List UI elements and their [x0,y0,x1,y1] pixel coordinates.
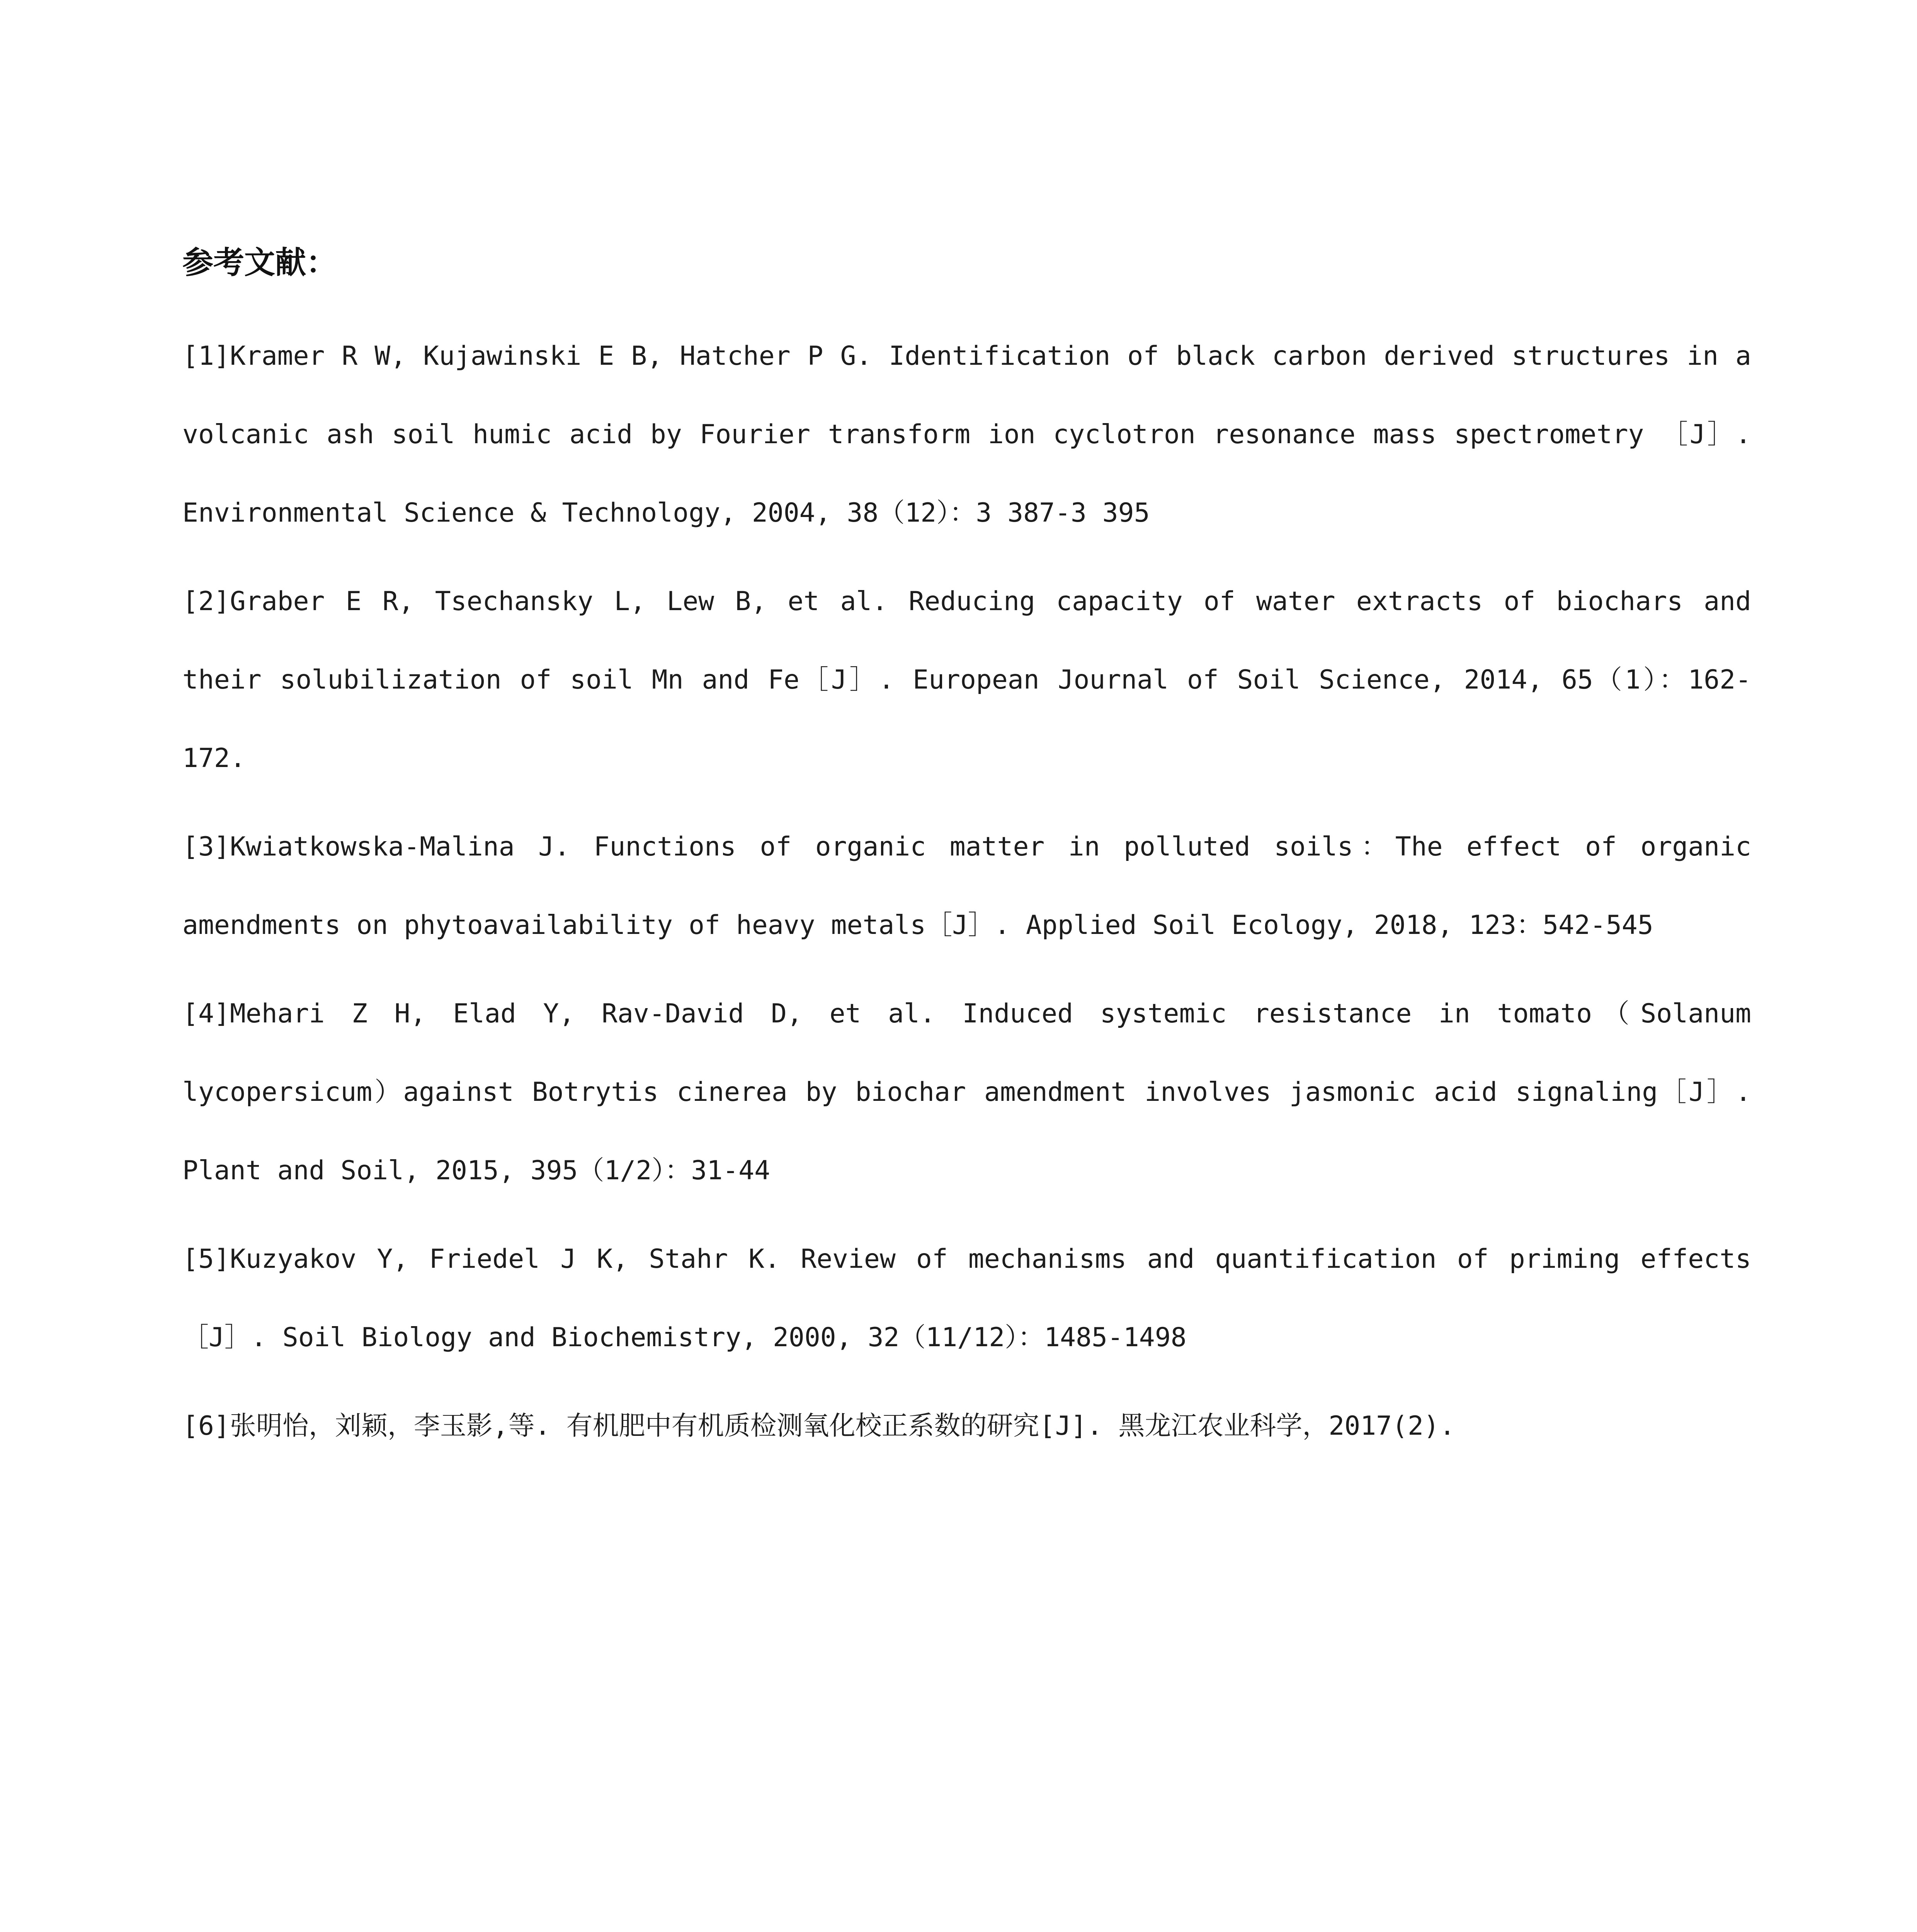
reference-item-1 [182,317,1751,552]
reference-text: 张明怡，刘颖，李玉影,等. 有机肥中有机质检测氧化校正系数的研究[J]. 黑龙江农业科学，2017(2). [230,1411,1455,1441]
reference-number: [2] [182,586,230,617]
reference-item-4 [182,975,1751,1210]
references-heading: 参考文献： [182,245,337,281]
reference-list [182,317,1751,1465]
reference-item-3 [182,808,1751,964]
reference-text: Mehari Z H, Elad Y, Rav-David D, et al. Induced systemic resistance in tomato（Solanum lycopersicum）against Botrytis cinerea by biochar amendment involves jasmonic acid signaling［J］. Plant and Soil, 2015, 395（1/2）：31-44 [182,998,1751,1186]
reference-number: [6] [182,1411,230,1441]
reference-number: [1] [182,341,230,371]
reference-number: [3] [182,832,230,862]
reference-number: [4] [182,998,230,1029]
reference-item-6 [182,1387,1751,1465]
reference-text: Kwiatkowska-Malina J. Functions of organic matter in polluted soils：The effect of organic amendments on phytoavailability of heavy metals［J］. Applied Soil Ecology, 2018, 123：542-545 [182,832,1751,940]
reference-text: Kuzyakov Y, Friedel J K, Stahr K. Review of mechanisms and quantification of priming effects［J］. Soil Biology and Biochemistry, 2000, 32（11/12）：1485-1498 [182,1244,1751,1353]
reference-text: Kramer R W, Kujawinski E B, Hatcher P G. Identification of black carbon derived structures in a volcanic ash soil humic acid by Fourier transform ion cyclotron resonance mass spectrometry ［J］. Environmental Science & Technology, 2004, 38（12）：3 387-3 395 [182,341,1751,528]
reference-item-5 [182,1220,1751,1377]
reference-text: Graber E R, Tsechansky L, Lew B, et al. Reducing capacity of water extracts of biochars and their solubilization of soil Mn and Fe［J］. European Journal of Soil Science, 2014, 65（1）：162-172. [182,586,1751,774]
reference-number: [5] [182,1244,230,1274]
reference-item-2 [182,562,1751,798]
references-section [182,240,1751,1475]
